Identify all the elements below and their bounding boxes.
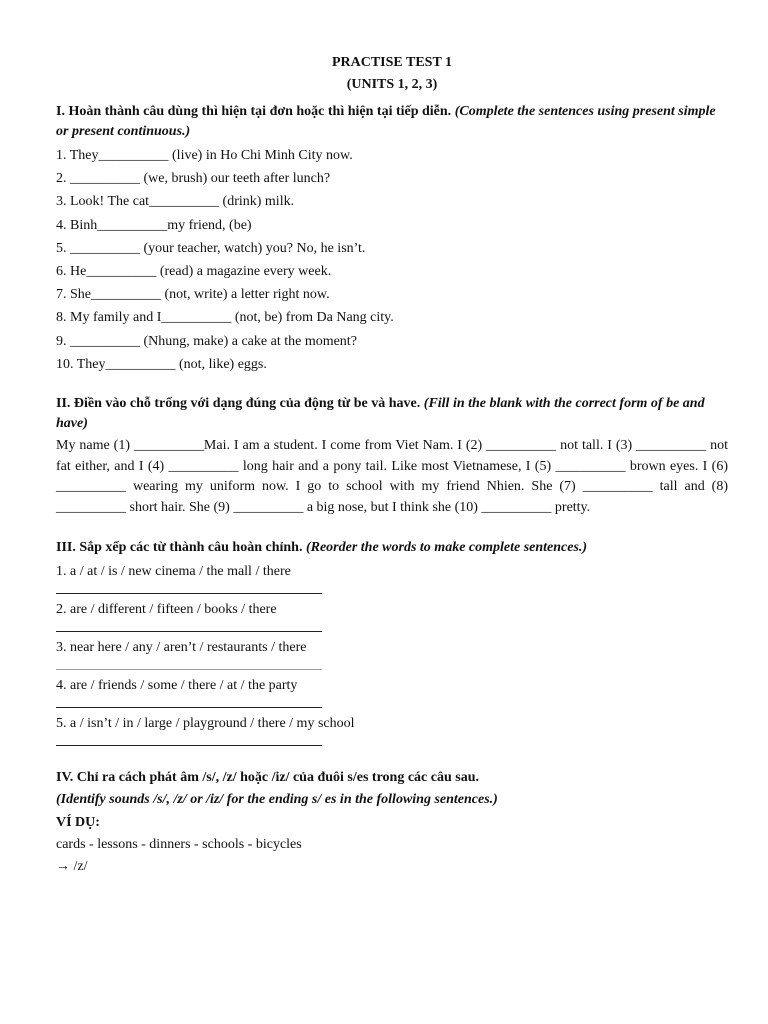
answer-line[interactable] [56,744,322,746]
section-3-heading [56,538,728,558]
list-item: 3. Look! The cat__________ (drink) milk. [56,194,295,210]
list-item: 5. a / isn’t / in / large / playground / there / my school [56,716,355,732]
list-item: 4. are / friends / some / there / at / the party [56,678,298,694]
list-item: 7. She__________ (not, write) a letter right now. [56,287,330,303]
section-3-list [56,562,728,746]
list-item: 5. __________ (your teacher, watch) you? No, he isn’t. [56,240,366,256]
list-item: 1. a / at / is / new cinema / the mall / there [56,564,291,580]
section-2-heading-en: (Fill in the blank with the correct form of be and have) [56,396,705,432]
list-item: 4. Binh__________my friend, (be) [56,217,252,233]
list-item: 2. are / different / fifteen / books / there [56,602,277,618]
section-3-heading-vi: III. Sắp xếp các từ thành câu hoàn chỉnh. [56,540,303,556]
section-3-heading-en: (Reorder the words to make complete sentences.) [305,540,588,556]
list-item: 3. near here / any / aren’t / restaurants / there [56,640,307,656]
section-4-heading [56,768,728,788]
page-title: PRACTISE TEST 1 [331,55,453,70]
list-item: 2. __________ (we, brush) our teeth after lunch? [56,171,331,187]
page-subtitle: (UNITS 1, 2, 3) [346,77,438,92]
section-1-heading [56,102,728,142]
section-2-heading-vi: II. Điền vào chỗ trống với dạng đúng của động từ be và have. [56,396,421,412]
section-1-heading-vi: I. Hoàn thành câu dùng thì hiện tại đơn hoặc thì hiện tại tiếp diễn. [56,104,452,119]
section-1-heading-en: (Complete the sentences using present simple or present continuous.) [56,104,716,139]
answer-line[interactable] [56,592,322,594]
section-4-subheading [56,790,728,810]
list-item: 10. They__________ (not, like) eggs. [56,356,267,372]
section-4-heading-vi: IV. Chỉ ra cách phát âm /s/, /z/ hoặc /iz/ của đuôi s/es trong các câu sau. [56,770,480,786]
example-words: cards - lessons - dinners - schools - bicycles [56,837,302,853]
answer-line[interactable] [56,630,322,632]
example-answer: → /z/ [56,859,88,875]
list-item: 9. __________ (Nhung, make) a cake at the moment? [56,333,357,349]
list-item: 8. My family and I__________ (not, be) from Da Nang city. [56,310,394,326]
section-1-list [56,144,728,376]
answer-line[interactable] [56,668,322,670]
example-label: VÍ DỤ: [56,815,100,831]
section-2-paragraph: My name (1) __________Mai. I am a student. I come from Viet Nam. I (2) __________ not tall. I (3) __________ not fat either, and I (4) __________ long hair and a pony tail. Like most Vietnamese, I (5) __________ brown eyes. I (6) __________ wearing my uniform now. I go to school with my friend Nhien. She (7) __________ tall and (8) __________ short hair. She (9) __________ a big nose, but I think she (10) __________ pretty. [56,438,728,515]
worksheet-page [56,52,728,878]
list-item: 1. They__________ (live) in Ho Chi Minh City now. [56,148,353,163]
section-2-heading [56,394,728,434]
answer-line[interactable] [56,706,322,708]
section-4-heading-en: (Identify sounds /s/, /z/ or /iz/ for the ending s/ es in the following sentences.) [56,792,498,808]
list-item: 6. He__________ (read) a magazine every week. [56,264,332,280]
